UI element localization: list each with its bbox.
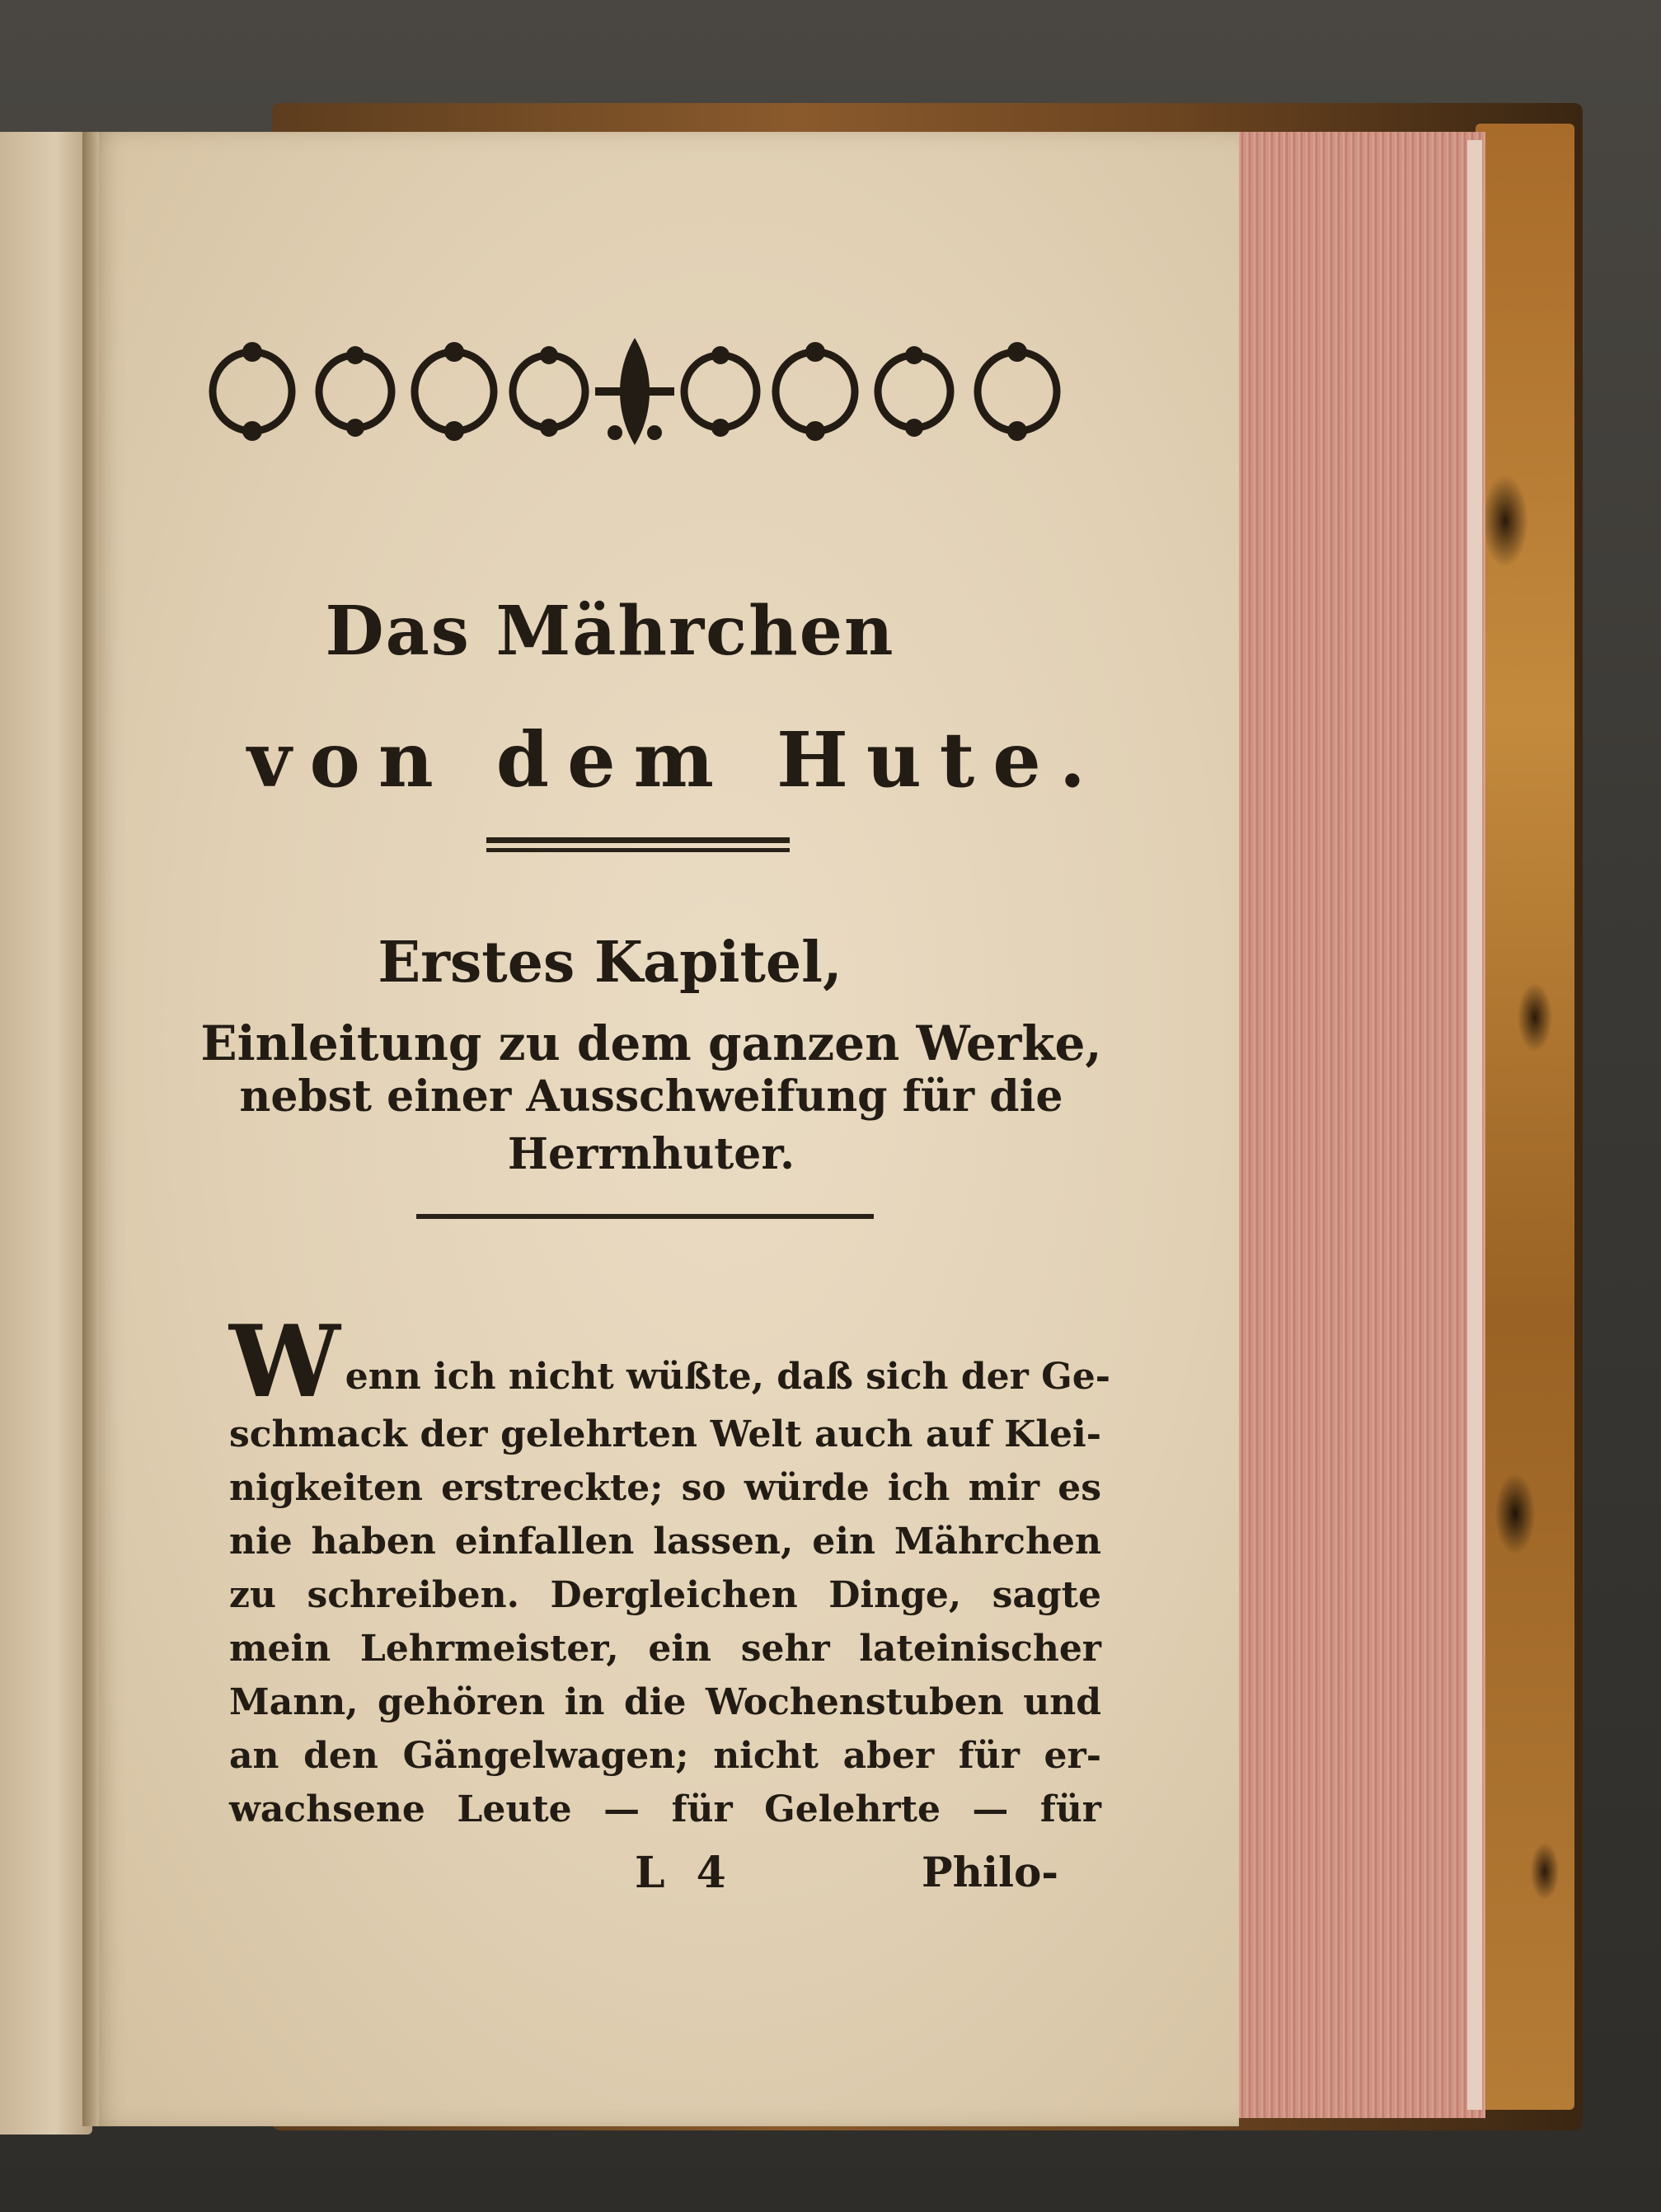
body-line-8: an den Gängelwagen; nicht aber für er- xyxy=(229,1735,1101,1777)
body-line-2: schmack der gelehrten Welt auch auf Klei- xyxy=(229,1413,1101,1455)
title-line-1: Das Mährchen xyxy=(325,592,895,671)
body-line-7: Mann, gehören in die Wochenstuben und xyxy=(229,1681,1101,1723)
body-line-5: zu schreiben. Dergleichen Dinge, sagte xyxy=(229,1574,1101,1616)
chapter-subtitle-line-1: Einleitung zu dem ganzen Werke, xyxy=(200,1015,1102,1071)
chapter-heading: Erstes Kapitel, xyxy=(378,930,842,996)
body-line-9: wachsene Leute — für Gelehrte — für xyxy=(229,1788,1101,1830)
body-line-3: nigkeiten erstreckte; so würde ich mir es xyxy=(229,1467,1101,1509)
marbled-cover-edge xyxy=(1476,124,1574,2110)
title-line-2: von dem Hute. xyxy=(247,715,1104,804)
body-line-1: enn ich nicht wüßte, daß sich der Ge- xyxy=(345,1356,1110,1398)
chapter-subtitle-line-3: Herrnhuter. xyxy=(507,1129,795,1179)
chapter-subtitle-line-2: nebst einer Ausschweifung für die xyxy=(239,1071,1063,1122)
page-gutter xyxy=(82,132,99,2126)
headpiece-ornament xyxy=(203,321,1067,462)
page-block-inner-edge xyxy=(1467,140,1482,2110)
body-line-6: mein Lehrmeister, ein sehr lateinischer xyxy=(229,1628,1101,1670)
drop-cap: W xyxy=(229,1304,340,1420)
catchword: Philo- xyxy=(922,1848,1059,1896)
page-block-edges xyxy=(1228,132,1485,2118)
body-line-4: nie haben einfallen lassen, ein Mährchen xyxy=(229,1521,1101,1563)
previous-page-edge xyxy=(0,132,92,2135)
double-rule-divider xyxy=(486,837,790,852)
single-rule-divider xyxy=(416,1214,874,1219)
body-paragraph xyxy=(229,1304,1110,1836)
signature-mark: L 4 xyxy=(635,1848,734,1898)
